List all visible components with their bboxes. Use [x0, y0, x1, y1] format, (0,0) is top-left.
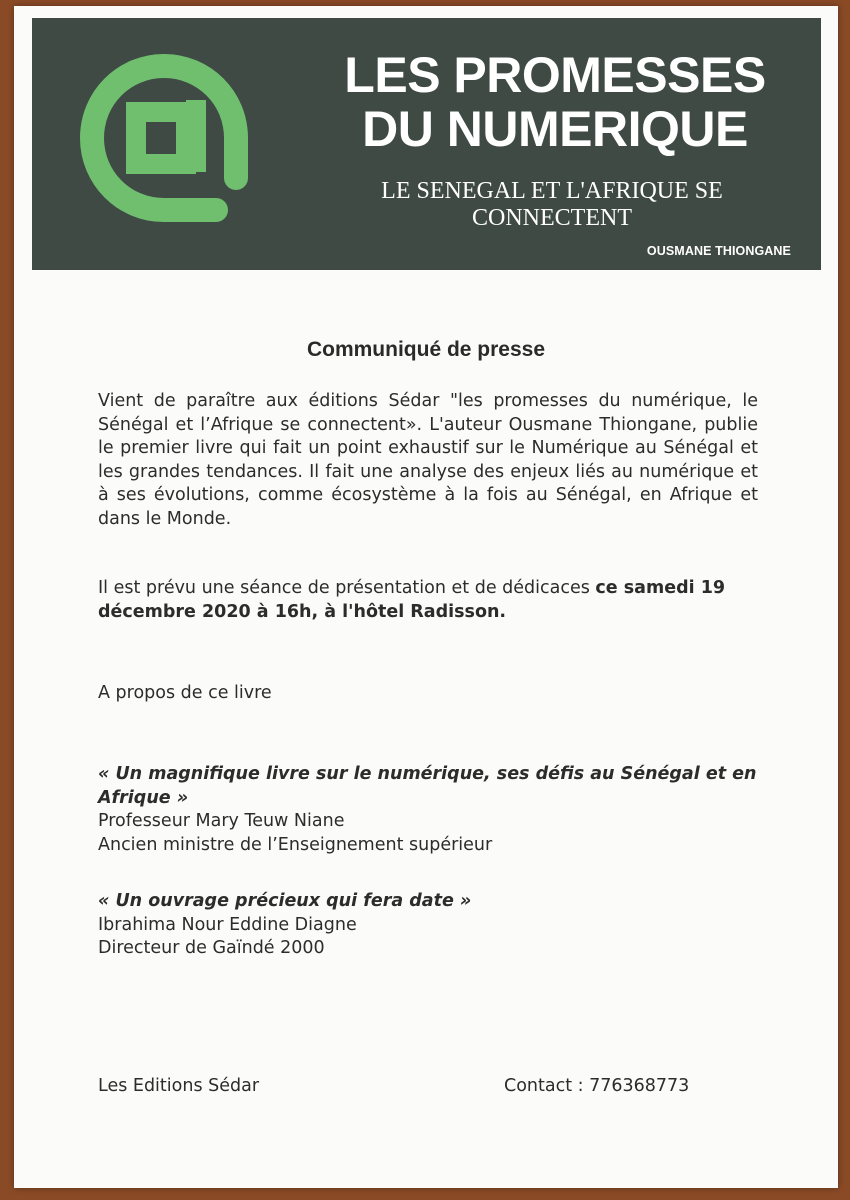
book-subtitle-line-2: CONNECTENT: [472, 205, 632, 231]
book-subtitle-line-1: LE SENEGAL ET L'AFRIQUE SE: [381, 178, 723, 204]
testimonial-1-quote: « Un magnifique livre sur le numérique, ses défis au Sénégal et en Afrique »: [98, 764, 757, 808]
book-author: OUSMANE THIONGANE: [646, 244, 791, 258]
press-release-sheet: [14, 6, 838, 1188]
book-title-line-1: LES PROMESSES: [344, 47, 766, 103]
testimonial-1: [98, 763, 758, 857]
book-subtitle: [322, 178, 782, 232]
event-lead-text: Il est prévu une séance de présentation et de dédicaces: [98, 578, 596, 598]
page-title: Communiqué de presse: [306, 338, 546, 361]
at-sign-icon: [80, 54, 248, 222]
event-paragraph: [98, 577, 758, 624]
book-title-line-2: DU NUMERIQUE: [362, 101, 748, 157]
book-title: [300, 48, 810, 156]
testimonial-2-quote: « Un ouvrage précieux qui fera date »: [98, 891, 472, 911]
testimonial-1-name: Professeur Mary Teuw Niane: [98, 811, 345, 831]
book-banner: [32, 18, 821, 270]
about-book-label: A propos de ce livre: [98, 683, 272, 703]
testimonial-2: [98, 890, 758, 961]
testimonial-2-name: Ibrahima Nour Eddine Diagne: [98, 914, 357, 935]
testimonial-2-role: Directeur de Gaïndé 2000: [98, 938, 325, 958]
announcement-paragraph: Vient de paraître aux éditions Sédar "les promesses du numérique, le Sénégal et l’Afrique se connectent». L'auteur Ousmane Thiongane, publie le premier livre qui fait un point exhaustif sur le Numérique au Sénégal et les grandes tendances. Il fait une analyse des enjeux liés au numérique et à ses évolutions, comme écosystème à la fois au Sénégal, en Afrique et dans le Monde.: [98, 391, 758, 529]
publisher-name: Les Editions Sédar: [98, 1076, 260, 1096]
testimonial-1-role: Ancien ministre de l’Enseignement supérieur: [98, 834, 493, 855]
event-date-location: ce samedi 19 décembre 2020 à 16h, à l'hôtel Radisson.: [98, 578, 726, 622]
contact-phone: Contact : 776368773: [504, 1076, 690, 1096]
